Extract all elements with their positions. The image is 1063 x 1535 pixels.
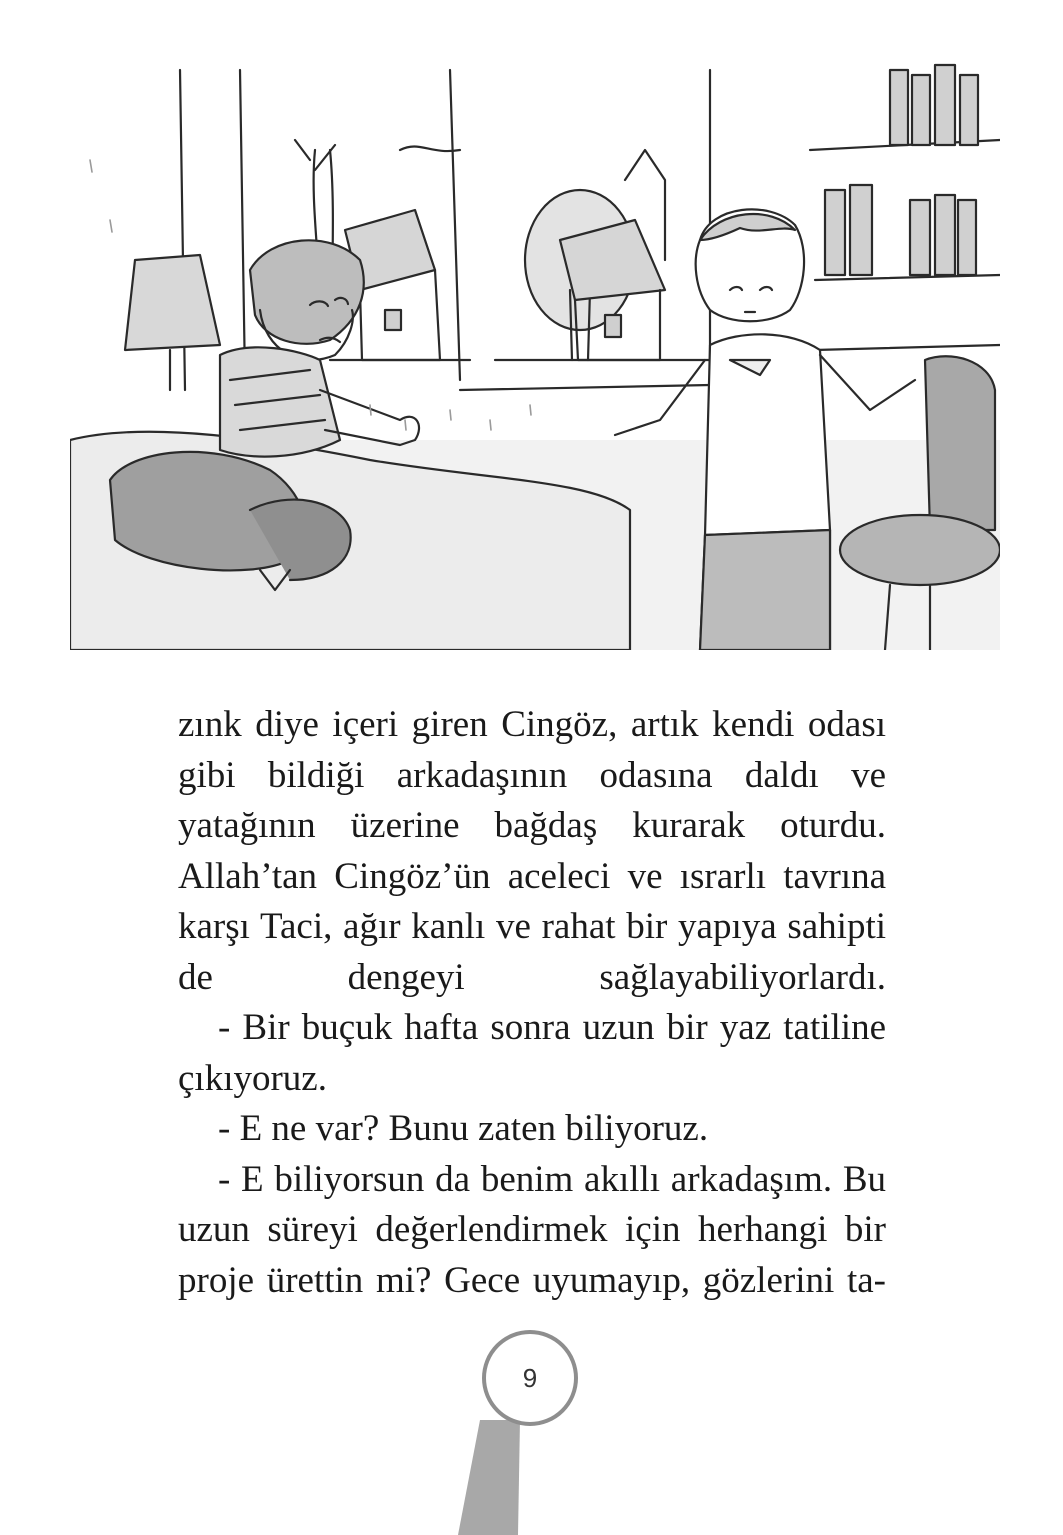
- page-number: 9: [482, 1330, 578, 1426]
- paragraph-dialogue-1: - Bir buçuk hafta sonra uzun bir yaz tatiline çıkıyoruz.: [178, 1007, 886, 1099]
- two-boys-in-bedroom-illustration: [70, 60, 1000, 650]
- paragraph-dialogue-2: - E ne var? Bunu zaten biliyoruz.: [218, 1108, 709, 1149]
- magnifier-handle-icon: [440, 1420, 560, 1535]
- paragraph-dialogue-3: - E biliyorsun da benim akıllı arkadaşım. Bu uzun süreyi değerlendirmek için herhangi bir proje ürettin mi? Gece uyumayıp, gözlerini ta-: [178, 1158, 886, 1301]
- body-text: [178, 700, 886, 1306]
- paragraph-narration: zınk diye içeri giren Cingöz, artık kendi odası gibi bildiği arkadaşının odasına daldı ve yatağının üzerine bağdaş kurarak oturdu. Allah’tan Cingöz’ün aceleci ve ısrarlı tavrına karşı Taci, ağır kanlı ve rahat bir yapıya sahipti de dengeyi sağlayabiliyorlardı.: [178, 704, 886, 998]
